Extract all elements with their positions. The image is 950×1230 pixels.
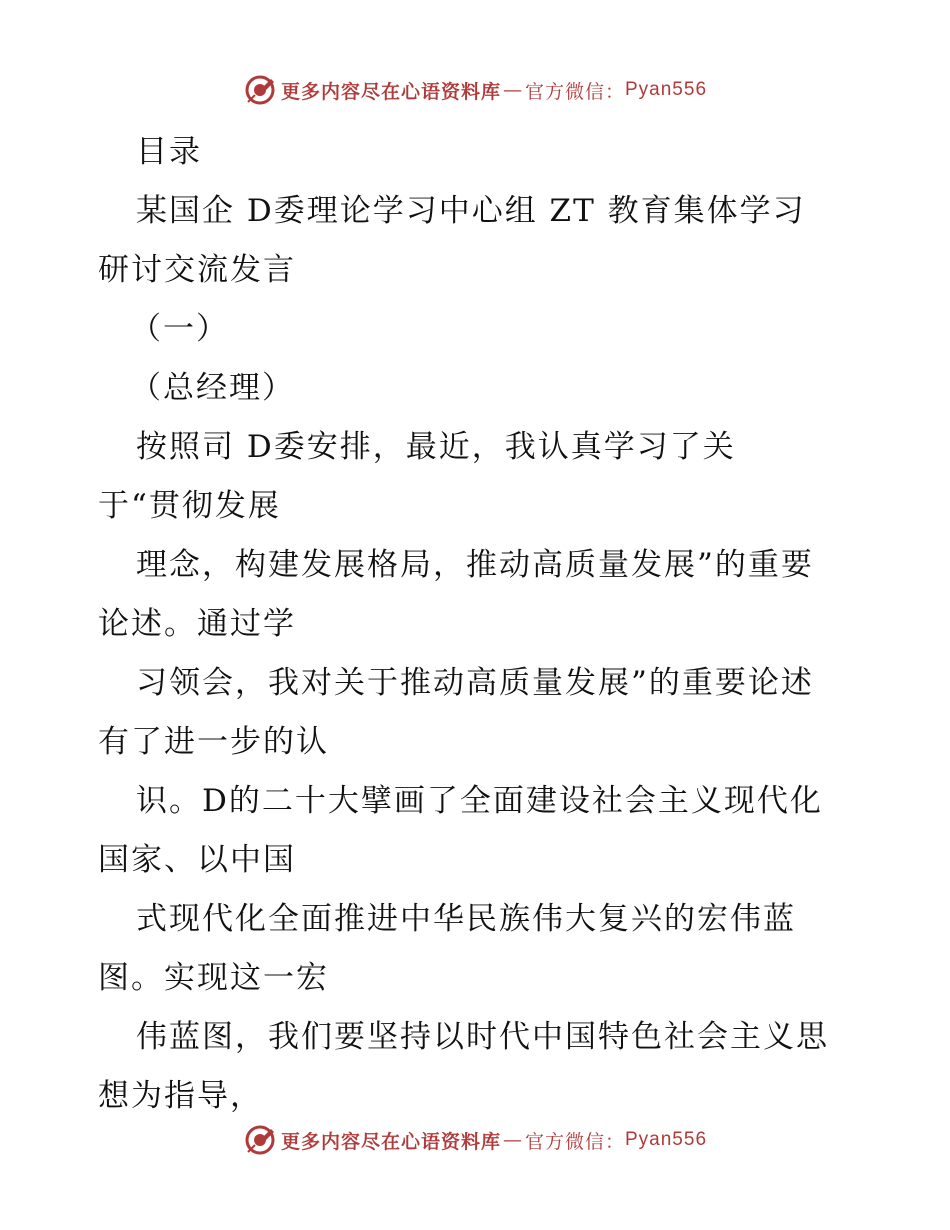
toc-heading: 目录	[136, 134, 202, 170]
watermark-handle: Pyan556	[625, 1129, 708, 1150]
pen-logo-icon	[243, 73, 277, 107]
paragraph-line: 于“贯彻发展	[98, 488, 281, 524]
paragraph-line: 习领会，我对关于推动高质量发展”的重要论述	[136, 665, 814, 701]
title-line-1: 某国企 D委理论学习中心组 ZT 教育集体学习	[136, 193, 806, 229]
watermark-middle: 官方微信：	[524, 80, 625, 103]
watermark-brand: 更多内容尽在心语资料库	[280, 1130, 501, 1153]
watermark-banner-top	[0, 72, 950, 108]
paragraph-line: 论述。通过学	[98, 606, 296, 642]
watermark-middle: 官方微信：	[524, 1130, 625, 1153]
paragraph-line: 想为指导，	[98, 1078, 263, 1114]
pen-logo-icon	[243, 1123, 277, 1157]
watermark-handle: Pyan556	[625, 79, 708, 100]
paragraph-line: 式现代化全面推进中华民族伟大复兴的宏伟蓝	[136, 901, 796, 937]
watermark-separator: —	[502, 1129, 523, 1151]
paragraph-line: 有了进一步的认	[98, 724, 329, 760]
paragraph-line: 国家、以中国	[98, 842, 296, 878]
paragraph-line: 识。D的二十大擘画了全面建设社会主义现代化	[136, 783, 823, 819]
watermark-separator: —	[502, 79, 523, 101]
paragraph-line: 理念，构建发展格局，推动高质量发展”的重要	[136, 547, 814, 583]
watermark-banner-bottom	[0, 1122, 950, 1158]
section-number: （一）	[130, 311, 229, 347]
paragraph-line: 按照司 D委安排，最近，我认真学习了关	[136, 429, 736, 465]
paragraph-line: 图。实现这一宏	[98, 960, 329, 996]
paragraph-line: 伟蓝图，我们要坚持以时代中国特色社会主义思	[136, 1019, 829, 1055]
speaker-role: （总经理）	[130, 370, 295, 406]
title-line-2: 研讨交流发言	[98, 252, 296, 288]
watermark-brand: 更多内容尽在心语资料库	[280, 80, 501, 103]
